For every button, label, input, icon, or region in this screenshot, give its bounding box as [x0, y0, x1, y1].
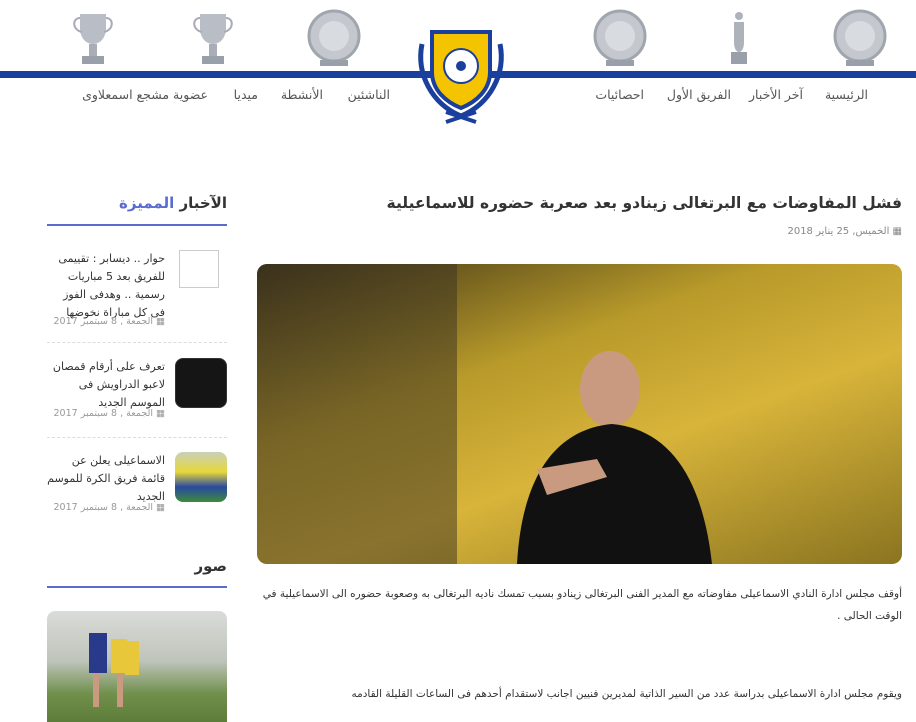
article-paragraph: أوقف مجلس ادارة النادي الاسماعيلى مفاوضاته مع المدير الفنى البرتغالى زينادو بسبب تمسك ناديه البرتغالى به وصعوبة حضوره الى الاسماعيلية في الوقت الحالى . [262, 588, 902, 622]
calendar-icon: ▦ [889, 226, 902, 237]
players-figures [47, 611, 227, 722]
featured-item-title[interactable]: تعرف على أرقام قمصان لاعبو الدراويش فى الموسم الجديد [52, 360, 165, 409]
date-text: الجمعة , 8 سبتمبر 2017 [53, 408, 153, 419]
featured-item[interactable] [47, 452, 227, 522]
nav-home[interactable]: الرئيسية [824, 87, 868, 102]
nav-media[interactable]: ميديا [233, 87, 258, 102]
nav-first-team[interactable]: الفريق الأول [666, 87, 731, 102]
featured-item-title[interactable]: حوار .. ديسابر : تقييمى للفريق بعد 5 مباريات رسمية .. وهدفى الفوز فى كل مباراة نخوضها [58, 252, 165, 319]
plate-trophy-icon [832, 8, 888, 68]
featured-news-heading [119, 194, 227, 212]
featured-item[interactable] [47, 358, 227, 428]
article-date [787, 226, 902, 237]
team-photo-thumbnail [175, 452, 227, 502]
heading-text: الآخبار [179, 194, 227, 212]
featured-item[interactable] [47, 250, 227, 330]
cup-trophy-icon [716, 8, 762, 68]
nav-latest-news[interactable]: آخر الأخبار [748, 87, 803, 102]
heading-highlight: المميزة [119, 194, 175, 212]
club-logo[interactable] [414, 24, 508, 124]
photos-heading: صور [194, 557, 227, 575]
photo-gallery-image[interactable] [47, 611, 227, 722]
date-text: الجمعة , 8 سبتمبر 2017 [53, 316, 153, 327]
plate-trophy-icon [592, 8, 648, 68]
trophy-icon [190, 8, 236, 68]
divider [47, 437, 227, 438]
nav-statistics[interactable]: احصائيات [595, 87, 644, 102]
article-image [257, 264, 902, 564]
featured-item-date: ▦ الجمعة , 8 سبتمبر 2017 [53, 502, 165, 513]
featured-item-date: ▦ الجمعة , 8 سبتمبر 2017 [53, 316, 165, 327]
divider [47, 342, 227, 343]
nav-activities[interactable]: الأنشطة [280, 87, 323, 102]
divider [47, 224, 227, 226]
broken-image-thumbnail [179, 250, 219, 288]
coach-figure [257, 264, 902, 564]
nav-fan-membership[interactable]: عضوية مشجع اسمعلاوى [82, 87, 208, 102]
divider [47, 586, 227, 588]
article-date-text: الخميس, 25 يناير 2018 [787, 226, 890, 237]
featured-item-title[interactable]: الاسماعيلى يعلن عن قائمة فريق الكرة للموسم الجديد [47, 454, 165, 503]
featured-item-date: ▦ الجمعة , 8 سبتمبر 2017 [53, 408, 165, 419]
nav-juniors[interactable]: الناشئين [347, 87, 390, 102]
trophy-icon [70, 8, 116, 68]
plate-trophy-icon [306, 8, 362, 68]
date-text: الجمعة , 8 سبتمبر 2017 [53, 502, 153, 513]
squad-list-thumbnail [175, 358, 227, 408]
article-paragraph: ويقوم مجلس ادارة الاسماعيلى بدراسة عدد من السير الذاتية لمديرين فنيين اجانب لاستقدام أحدهم فى الساعات القليلة القادمه [351, 688, 902, 700]
article-title: فشل المفاوضات مع البرتغالى زينادو بعد صعربة حضوره للاسماعيلية [386, 194, 902, 212]
